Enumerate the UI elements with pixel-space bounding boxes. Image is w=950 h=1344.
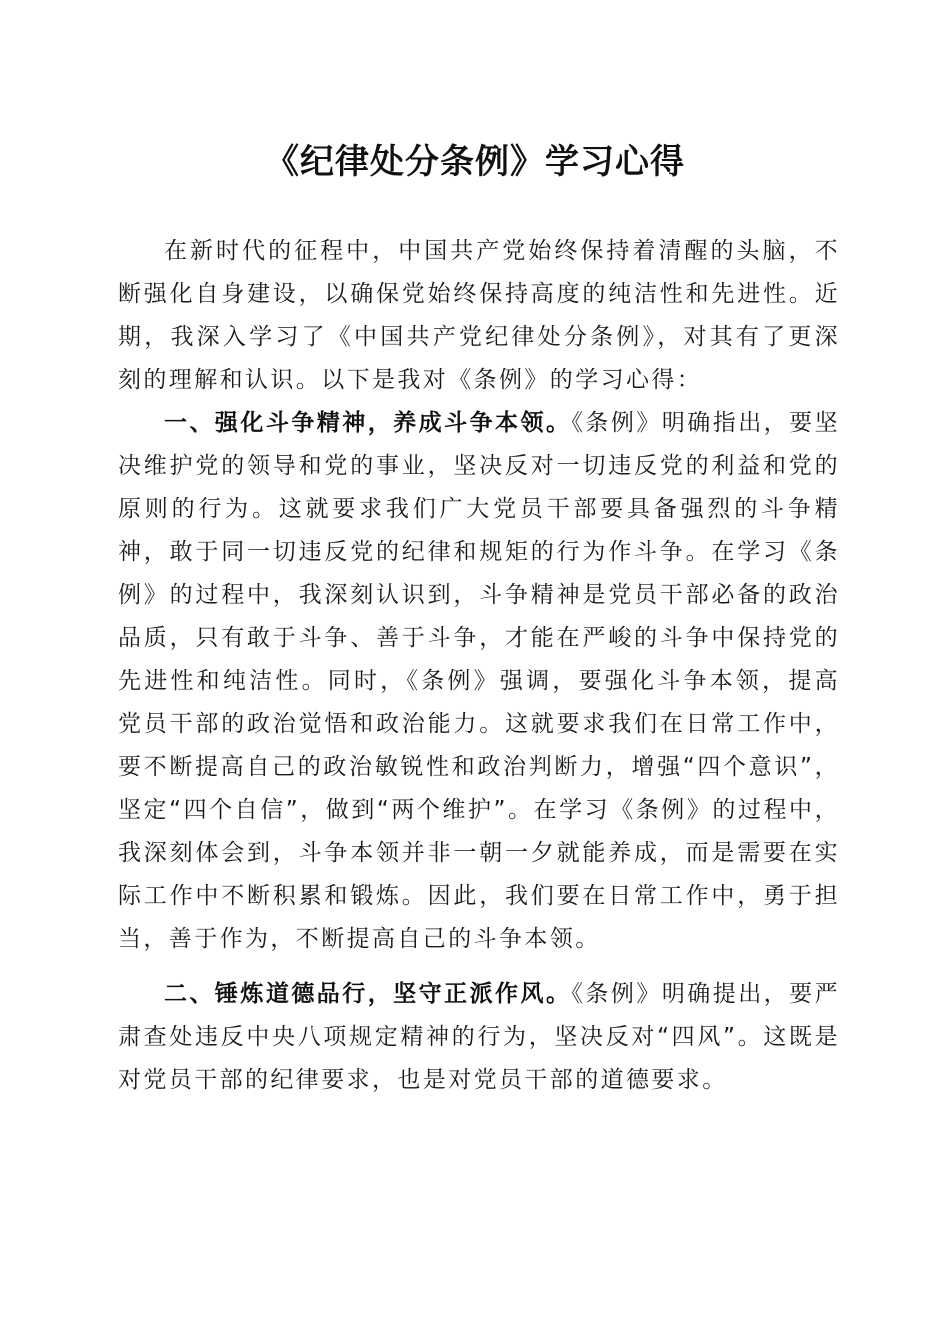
section-one-heading: 一、强化斗争精神，养成斗争本领。 bbox=[164, 410, 572, 436]
document-title: 《纪律处分条例》学习心得 bbox=[265, 142, 685, 182]
document-body bbox=[118, 230, 840, 1102]
paragraph-section-one bbox=[118, 402, 840, 961]
section-two-heading: 二、锤炼道德品行，坚守正派作风。 bbox=[164, 981, 572, 1007]
paragraph-section-two bbox=[118, 973, 840, 1102]
paragraph-intro-text: 在新时代的征程中，中国共产党始终保持着清醒的头脑，不断强化自身建设，以确保党始终保持高度的纯洁性和先进性。近期，我深入学习了《中国共产党纪律处分条例》，对其有了更深刻的理解和认识。以下是我对《条例》的学习心得： bbox=[118, 238, 840, 393]
section-one-text: 《条例》明确指出，要坚决维护党的领导和党的事业，坚决反对一切违反党的利益和党的原则的行为。这就要求我们广大党员干部要具备强烈的斗争精神，敢于同一切违反党的纪律和规矩的行为作斗争。在学习《条例》的过程中，我深刻认识到，斗争精神是党员干部必备的政治品质，只有敢于斗争、善于斗争，才能在严峻的斗争中保持党的先进性和纯洁性。同时，《条例》强调，要强化斗争本领，提高党员干部的政治觉悟和政治能力。这就要求我们在日常工作中，要不断提高自己的政治敏锐性和政治判断力，增强“四个意识”，坚定“四个自信”，做到“两个维护”。在学习《条例》的过程中，我深刻体会到，斗争本领并非一朝一夕就能养成，而是需要在实际工作中不断积累和锻炼。因此，我们要在日常工作中，勇于担当，善于作为，不断提高自己的斗争本领。 bbox=[118, 410, 841, 952]
paragraph-intro bbox=[118, 230, 840, 402]
section-two-text: 《条例》明确提出，要严肃查处违反中央八项规定精神的行为，坚决反对“四风”。这既是对党员干部的纪律要求，也是对党员干部的道德要求。 bbox=[118, 981, 841, 1093]
